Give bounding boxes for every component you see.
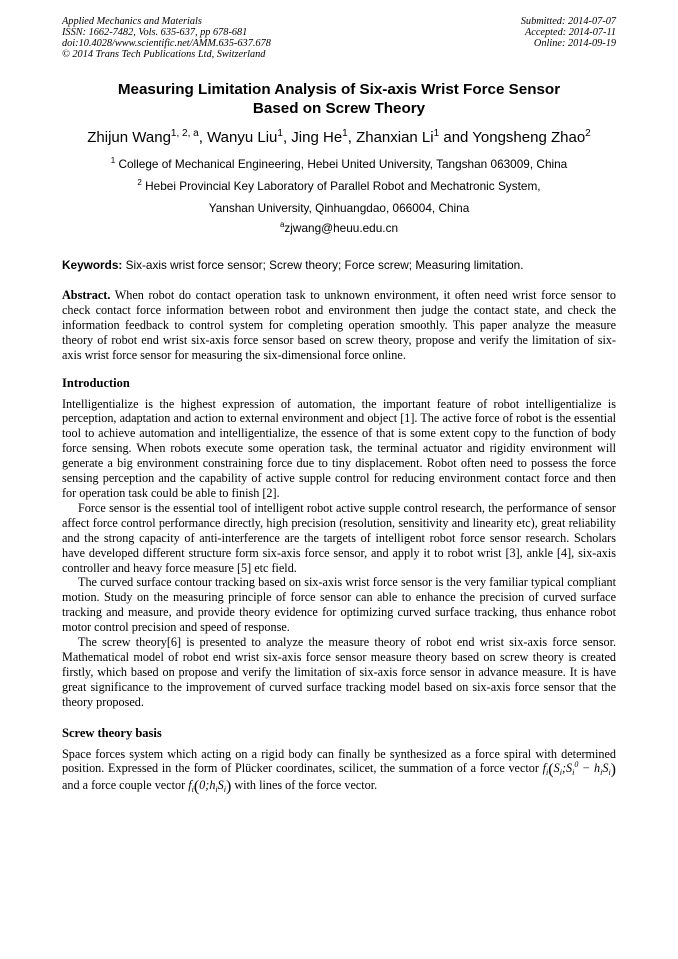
affiliation-2 bbox=[40, 179, 638, 193]
email-mark: a bbox=[279, 220, 285, 229]
paper-title bbox=[62, 80, 616, 118]
author-name: Yongsheng Zhao bbox=[472, 129, 586, 146]
online-date: Online: 2014-09-19 bbox=[533, 38, 616, 49]
abstract-label: Abstract. bbox=[62, 288, 111, 302]
affiliation-2-line-2: Yanshan University, Qinhuangdao, 066004, China bbox=[208, 201, 470, 215]
author-name: Zhanxian Li bbox=[356, 129, 434, 146]
author-separator: , bbox=[347, 129, 357, 146]
author-affiliation-mark: 1 bbox=[433, 128, 440, 139]
journal-name: Applied Mechanics and Materials bbox=[62, 16, 202, 27]
intro-paragraph-3: The curved surface contour tracking based on six-axis wrist force sensor is the very familiar typical compliant motion. Study on the measuring principle of force sensor can able to enhance the precision of curved surface tracking and measure, and provide theory evidence for optimizing curved surface tracking, thus enhance robot motor control precision and speed of response. bbox=[62, 575, 616, 635]
screw-theory-paragraph bbox=[62, 747, 616, 796]
affiliation-1 bbox=[40, 157, 638, 171]
author-name: Zhijun Wang bbox=[87, 129, 171, 146]
journal-issn: ISSN: 1662-7482, Vols. 635-637, pp 678-681 bbox=[62, 27, 248, 38]
keywords-label: Keywords: bbox=[62, 258, 123, 272]
affiliation-text: College of Mechanical Engineering, Hebei United University, Tangshan 063009, China bbox=[118, 157, 568, 171]
title-line-2: Based on Screw Theory bbox=[252, 100, 426, 117]
journal-doi: doi:10.4028/www.scientific.net/AMM.635-637.678 bbox=[62, 38, 271, 49]
keywords bbox=[62, 258, 616, 272]
paper-body bbox=[62, 288, 616, 795]
force-vector-equation: $f_i(S_i;S_i^0 - h_iS_i)$ bbox=[542, 760, 616, 779]
author-affiliation-mark: 1 bbox=[277, 128, 283, 139]
author-affiliation-mark: 1, 2, a bbox=[170, 128, 199, 139]
corresponding-email bbox=[40, 221, 638, 235]
intro-paragraph-1: Intelligentialize is the highest expression of automation, the important feature of robot intelligentialize is perception, adaptation and action to external environment and object [1]. The active force of robot is the essential tool to achieve automation and intelligentialize, the essence of that is some extent copy to the function of body force sensing. When robots execute some operation task, the terminal actuator and rigidity environment will generate a big environment constraining force due to tiny displacement. Robot often need to possess the force sensing perception and the capability of active supple control for reducing environment contact force and then for operation task could be able to finish [2]. bbox=[62, 396, 616, 500]
author-separator: and bbox=[439, 129, 473, 146]
force-couple-equation: $f_i(0;h_iS_i)$ bbox=[188, 778, 232, 796]
intro-paragraph-4: The screw theory[6] is presented to analyze the measure theory of robot end wrist six-axis force sensor. Mathematical model of robot end wrist six-axis force sensor measure theory based on screw theory is created firstly, which based on propose and verify the limitation of six-axis force sensor in advance measure. It is have great significance to the improvement of curved surface tracking model based on six-axis force sensor that the theory proposed. bbox=[62, 635, 616, 709]
author-list bbox=[40, 128, 638, 148]
author-affiliation-mark: 1 bbox=[342, 128, 348, 139]
submitted-date: Submitted: 2014-07-07 bbox=[520, 16, 616, 27]
keywords-text: Six-axis wrist force sensor; Screw theory; Force screw; Measuring limitation. bbox=[122, 258, 524, 272]
title-line-1: Measuring Limitation Analysis of Six-axis Wrist Force Sensor bbox=[117, 81, 561, 98]
journal-info bbox=[62, 16, 271, 60]
author-name: Jing He bbox=[291, 129, 343, 146]
author-separator: , bbox=[198, 129, 208, 146]
abstract-text: When robot do contact operation task to unknown environment, it often need wrist force sensor to check contact force information between robot and environment then judge the contact state, and check the information feedback to control system for completing operation smoothly. This paper analyze the measure theory of robot end wrist six-axis force sensor based on screw theory, propose and verify the limitation of six-axis wrist force sensor for measuring the six-dimensional force online. bbox=[62, 288, 616, 362]
affiliation-text: Hebei Provincial Key Laboratory of Parallel Robot and Mechatronic System, bbox=[145, 179, 541, 193]
submission-dates bbox=[521, 16, 616, 49]
author-name: Wanyu Liu bbox=[207, 129, 278, 146]
paragraph-text: and a force couple vector bbox=[62, 778, 189, 793]
accepted-date: Accepted: 2014-07-11 bbox=[524, 27, 616, 38]
paragraph-text: Space forces system which acting on a rigid body can finally be synthesized as a force spiral with determined position. Expressed in the form of Plücker coordinates, scilicet, the summation of a force vector bbox=[62, 746, 616, 776]
affiliation-mark: 2 bbox=[137, 178, 142, 187]
email-text: zjwang@heuu.edu.cn bbox=[284, 221, 399, 235]
author-affiliation-mark: 2 bbox=[585, 128, 591, 139]
journal-copyright: © 2014 Trans Tech Publications Ltd, Switzerland bbox=[62, 49, 266, 60]
paragraph-text: with lines of the force vector. bbox=[231, 778, 378, 793]
section-heading-introduction: Introduction bbox=[62, 375, 130, 390]
abstract bbox=[62, 288, 616, 363]
section-heading-screw-theory: Screw theory basis bbox=[62, 725, 162, 740]
author-separator: , bbox=[282, 129, 292, 146]
affiliation-mark: 1 bbox=[110, 156, 116, 165]
intro-paragraph-2: Force sensor is the essential tool of intelligent robot active supple control research, the performance of sensor affect force control performance directly, high precision (resolution, sensitivity and linearity etc), great reliability and the strong capacity of anti-interference are the targets of intelligent robot force sensor research. Scholars have developed different structure form six-axis force sensor, and apply it to robot wrist [3], ankle [4], six-axis controller and heavy force measure [5] etc field. bbox=[62, 500, 616, 575]
